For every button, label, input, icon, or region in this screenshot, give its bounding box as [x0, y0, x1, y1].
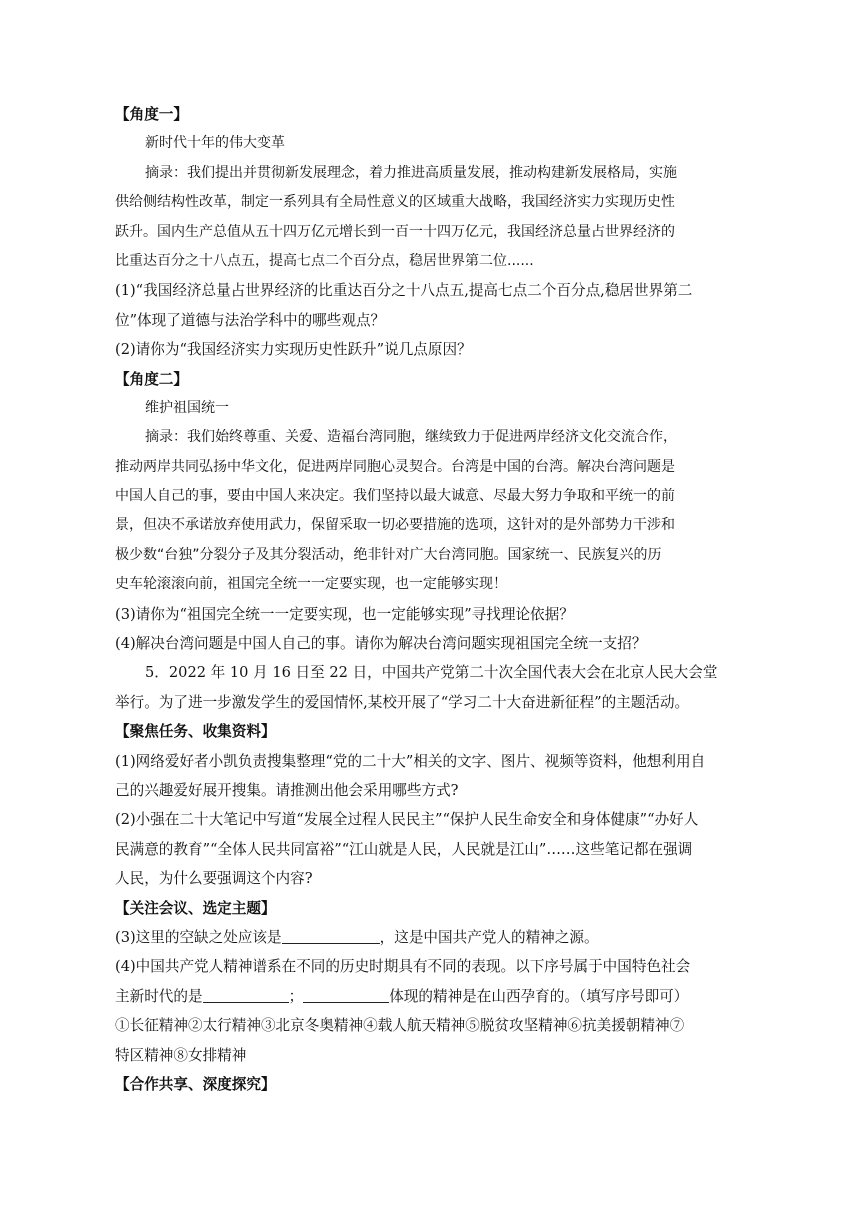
angle1-excerpt-line: 比重达百分之十八点五，提高七点二个百分点，稳居世界第二位...... [115, 252, 534, 269]
answer-blank[interactable] [282, 928, 380, 944]
angle1-excerpt-line: 跃升。国内生产总值从五十四万亿元增长到一百一十四万亿元，我国经济总量占世界经济的 [115, 223, 675, 240]
sub-question-2-line: 人民，为什么要强调这个内容? [115, 870, 313, 888]
sub-question-3 [115, 923, 747, 952]
angle2-excerpt-line: 中国人自己的事，要由中国人来决定。我们坚持以最大诚意、尽最大努力争取和平统一的前 [115, 488, 675, 505]
angle1-excerpt-line: 摘录：我们提出并贯彻新发展理念，着力推进高质量发展，推动构建新发展格局，实施 [145, 164, 677, 181]
sub-question-2-line: 民满意的教育”“全体人民共同富裕”“江山就是人民，人民就是江山”……这些笔记都在强调 [115, 840, 693, 858]
angle2-title: 维护祖国统一 [145, 399, 229, 416]
angle2-heading: 【角度二】 [115, 370, 188, 388]
angle2-excerpt-line: 极少数“台独”分裂分子及其分裂活动，绝非针对广大台湾同胞。国家统一、民族复兴的历 [115, 546, 662, 563]
sub-question-4-line [115, 982, 747, 1011]
angle2-excerpt-line: 史车轮滚滚向前，祖国完全统一一定要实现，也一定能够实现！ [115, 576, 507, 593]
question-5-intro-line: 举行。为了进一步激发学生的爱国情怀,某校开展了“学习二十大奋进新征程”的主题活动。 [115, 693, 690, 711]
sub-question-4-text: 体现的精神是在山西孕育的。（填写序号即可） [389, 987, 689, 1005]
angle2-excerpt-line: 景，但决不承诺放弃使用武力，保留采取一切必要措施的选项，这针对的是外部势力干涉和 [115, 517, 675, 534]
sub-question-4-line: (4)中国共产党人精神谱系在不同的历史时期具有不同的表现。以下序号属于中国特色社会 [115, 958, 691, 976]
sub-question-4-text: ； [288, 987, 304, 1005]
section-heading-theme: 【关注会议、选定主题】 [115, 899, 276, 917]
question-5-intro-line: 5．2022 年 10 月 16 日至 22 日，中国共产党第二十次全国代表大会在北京人民大会堂 [145, 664, 718, 682]
sub-question-3-text: ，这是中国共产党人的精神之源。 [379, 928, 599, 946]
options-line: ①长征精神②太行精神③北京冬奥精神④载人航天精神⑤脱贫攻坚精神⑥抗美援朝精神⑦ [115, 1017, 685, 1035]
sub-question-1-line: 己的兴趣爱好展开搜集。请推测出他会采用哪些方式? [115, 781, 459, 799]
question-4: (4)解决台湾问题是中国人自己的事。请你为解决台湾问题实现祖国完全统一支招？ [115, 635, 647, 653]
angle1-title: 新时代十年的伟大变革 [145, 135, 285, 152]
options-line: 特区精神⑧女排精神 [115, 1046, 247, 1064]
angle2-excerpt-line: 推动两岸共同弘扬中华文化，促进两岸同胞心灵契合。台湾是中国的台湾。解决台湾问题是 [115, 458, 675, 475]
angle1-heading: 【角度一】 [115, 106, 188, 123]
sub-question-4-text: 主新时代的是 [115, 987, 203, 1005]
angle2-excerpt-line: 摘录：我们始终尊重、关爱、造福台湾同胞，继续致力于促进两岸经济文化交流合作， [145, 429, 677, 446]
question-1-line: (1)“我国经济总量占世界经济的比重达百分之十八点五,提高七点二个百分点,稳居世界第二 [115, 282, 693, 300]
sub-question-1-line: (1)网络爱好者小凯负责搜集整理“党的二十大”相关的文字、图片、视频等资料，他想利用自 [115, 752, 706, 770]
answer-blank[interactable] [203, 987, 289, 1003]
question-2: (2)请你为“我国经济实力实现历史性跃升”说几点原因？ [115, 341, 472, 359]
sub-question-2-line: (2)小强在二十大笔记中写道“发展全过程人民民主”“保护人民生命安全和身体健康”“办好人 [115, 811, 699, 829]
answer-blank[interactable] [303, 987, 389, 1003]
section-heading-explore: 【合作共享、深度探究】 [115, 1075, 276, 1093]
question-1-line: 位”体现了道德与法治学科中的哪些观点？ [115, 311, 386, 329]
angle1-excerpt-line: 供给侧结构性改革，制定一系列具有全局性意义的区域重大战略，我国经济实力实现历史性 [115, 194, 675, 211]
question-3: (3)请你为“祖国完全统一一定要实现，也一定能够实现”寻找理论依据？ [115, 605, 574, 623]
document-body [115, 100, 747, 1099]
section-heading-collect: 【聚焦任务、收集资料】 [115, 723, 276, 741]
sub-question-3-text: (3)这里的空缺之处应该是 [115, 928, 282, 946]
